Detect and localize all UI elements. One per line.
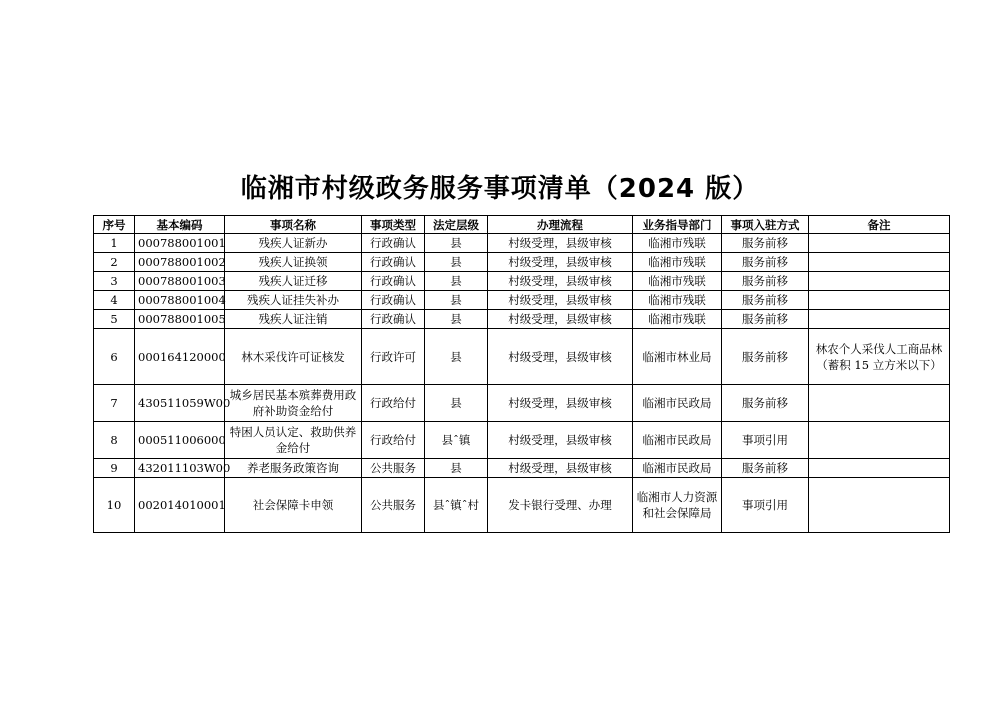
cell-code: 000788001004 — [135, 291, 225, 310]
table-row — [94, 459, 950, 478]
cell-no: 8 — [94, 422, 135, 459]
cell-process: 村级受理，县级审核 — [488, 234, 633, 253]
cell-level: 县 — [425, 310, 488, 329]
table-row — [94, 272, 950, 291]
cell-mode: 服务前移 — [722, 310, 809, 329]
cell-code: 002014010001 — [135, 478, 225, 533]
cell-type: 行政给付 — [362, 385, 425, 422]
cell-dept: 临湘市残联 — [633, 272, 722, 291]
cell-process: 村级受理，县级审核 — [488, 253, 633, 272]
cell-dept: 临湘市民政局 — [633, 459, 722, 478]
cell-code: 432011103W00 — [135, 459, 225, 478]
cell-type: 行政确认 — [362, 253, 425, 272]
table-row — [94, 310, 950, 329]
cell-no: 7 — [94, 385, 135, 422]
cell-note — [809, 422, 950, 459]
cell-type: 行政确认 — [362, 272, 425, 291]
cell-mode: 服务前移 — [722, 234, 809, 253]
table-row — [94, 385, 950, 422]
cell-no: 4 — [94, 291, 135, 310]
page-title: 临湘市村级政务服务事项清单（2024 版） — [240, 174, 760, 204]
cell-dept: 临湘市残联 — [633, 234, 722, 253]
col-header-level: 法定层级 — [425, 216, 488, 234]
cell-mode: 服务前移 — [722, 385, 809, 422]
table-row — [94, 329, 950, 385]
cell-type: 行政确认 — [362, 234, 425, 253]
table-header-row — [94, 216, 950, 234]
cell-no: 10 — [94, 478, 135, 533]
cell-note — [809, 234, 950, 253]
service-items-table — [93, 215, 950, 533]
cell-dept: 临湘市民政局 — [633, 385, 722, 422]
cell-mode: 服务前移 — [722, 272, 809, 291]
cell-process: 村级受理，县级审核 — [488, 422, 633, 459]
cell-type: 行政许可 — [362, 329, 425, 385]
cell-mode: 服务前移 — [722, 291, 809, 310]
cell-process: 村级受理，县级审核 — [488, 291, 633, 310]
cell-code: 430511059W00 — [135, 385, 225, 422]
cell-note — [809, 385, 950, 422]
cell-no: 2 — [94, 253, 135, 272]
col-header-note: 备注 — [809, 216, 950, 234]
cell-process: 村级受理，县级审核 — [488, 310, 633, 329]
cell-note — [809, 310, 950, 329]
col-header-name: 事项名称 — [225, 216, 362, 234]
col-header-dept: 业务指导部门 — [633, 216, 722, 234]
cell-name: 残疾人证迁移 — [225, 272, 362, 291]
cell-name: 残疾人证挂失补办 — [225, 291, 362, 310]
cell-name: 城乡居民基本殡葬费用政府补助资金给付 — [225, 385, 362, 422]
cell-dept: 临湘市残联 — [633, 291, 722, 310]
cell-level: 县 — [425, 385, 488, 422]
cell-level: 县 — [425, 329, 488, 385]
cell-type: 行政给付 — [362, 422, 425, 459]
cell-name: 残疾人证注销 — [225, 310, 362, 329]
cell-level: 县ˆ镇ˆ村 — [425, 478, 488, 533]
cell-no: 1 — [94, 234, 135, 253]
table-row — [94, 234, 950, 253]
table-row — [94, 291, 950, 310]
cell-code: 000788001003 — [135, 272, 225, 291]
cell-note — [809, 459, 950, 478]
col-header-mode: 事项入驻方式 — [722, 216, 809, 234]
table-row — [94, 422, 950, 459]
cell-level: 县ˆ镇 — [425, 422, 488, 459]
cell-note — [809, 253, 950, 272]
cell-type: 公共服务 — [362, 478, 425, 533]
cell-mode: 事项引用 — [722, 422, 809, 459]
col-header-no: 序号 — [94, 216, 135, 234]
cell-no: 5 — [94, 310, 135, 329]
cell-dept: 临湘市残联 — [633, 310, 722, 329]
cell-level: 县 — [425, 272, 488, 291]
cell-type: 行政确认 — [362, 310, 425, 329]
cell-process: 村级受理，县级审核 — [488, 329, 633, 385]
cell-name: 残疾人证新办 — [225, 234, 362, 253]
cell-type: 行政确认 — [362, 291, 425, 310]
cell-process: 村级受理，县级审核 — [488, 272, 633, 291]
cell-dept: 临湘市残联 — [633, 253, 722, 272]
cell-dept: 临湘市民政局 — [633, 422, 722, 459]
cell-note — [809, 291, 950, 310]
cell-name: 特困人员认定、救助供养金给付 — [225, 422, 362, 459]
cell-level: 县 — [425, 253, 488, 272]
col-header-code: 基本编码 — [135, 216, 225, 234]
cell-level: 县 — [425, 234, 488, 253]
cell-dept: 临湘市人力资源和社会保障局 — [633, 478, 722, 533]
cell-name: 社会保障卡申领 — [225, 478, 362, 533]
col-header-type: 事项类型 — [362, 216, 425, 234]
cell-type: 公共服务 — [362, 459, 425, 478]
cell-name: 林木采伐许可证核发 — [225, 329, 362, 385]
cell-name: 残疾人证换领 — [225, 253, 362, 272]
cell-note — [809, 478, 950, 533]
cell-code: 000511006000 — [135, 422, 225, 459]
col-header-process: 办理流程 — [488, 216, 633, 234]
cell-mode: 服务前移 — [722, 253, 809, 272]
cell-no: 6 — [94, 329, 135, 385]
cell-process: 村级受理，县级审核 — [488, 385, 633, 422]
cell-mode: 事项引用 — [722, 478, 809, 533]
cell-process: 发卡银行受理、办理 — [488, 478, 633, 533]
cell-process: 村级受理，县级审核 — [488, 459, 633, 478]
cell-level: 县 — [425, 459, 488, 478]
cell-name: 养老服务政策咨询 — [225, 459, 362, 478]
cell-level: 县 — [425, 291, 488, 310]
cell-code: 000788001002 — [135, 253, 225, 272]
table-row — [94, 253, 950, 272]
cell-mode: 服务前移 — [722, 329, 809, 385]
cell-note — [809, 272, 950, 291]
cell-note: 林农个人采伐人工商品林（蓄积 15 立方米以下） — [809, 329, 950, 385]
cell-dept: 临湘市林业局 — [633, 329, 722, 385]
cell-code: 000164120000 — [135, 329, 225, 385]
cell-mode: 服务前移 — [722, 459, 809, 478]
cell-no: 9 — [94, 459, 135, 478]
cell-code: 000788001005 — [135, 310, 225, 329]
table-row — [94, 478, 950, 533]
cell-no: 3 — [94, 272, 135, 291]
cell-code: 000788001001 — [135, 234, 225, 253]
